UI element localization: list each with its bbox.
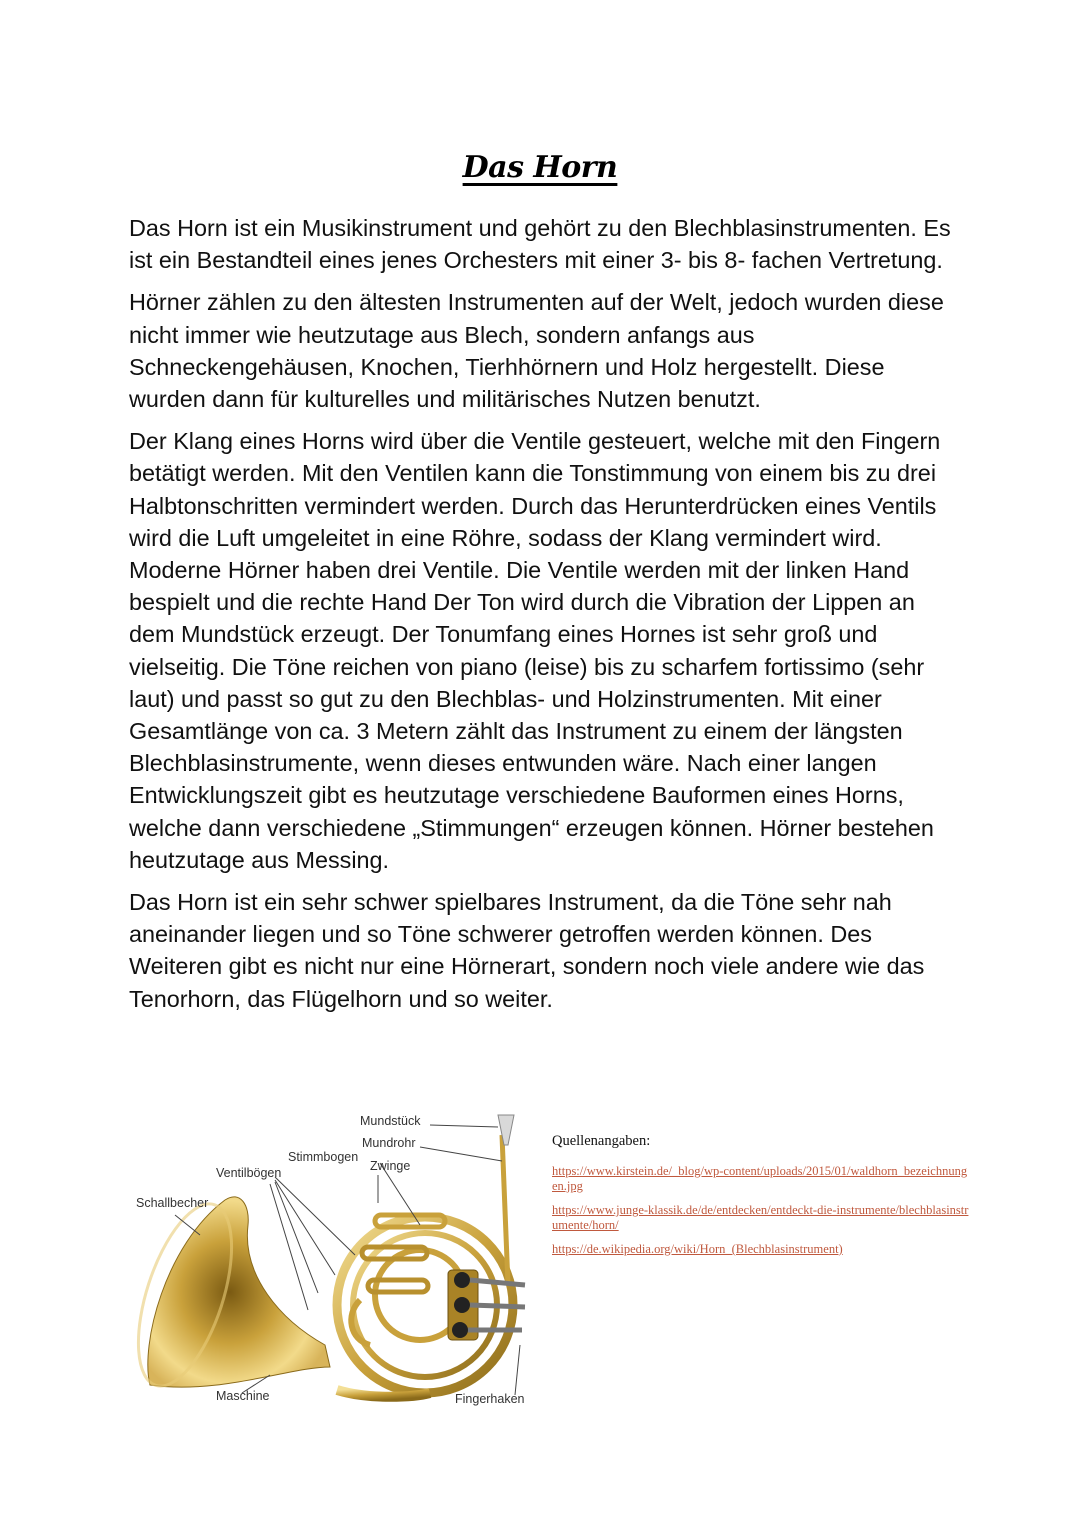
valve-cap [454,1297,470,1313]
paragraph: Das Horn ist ein sehr schwer spielbares Instrument, da die Töne sehr nah aneinander liegen und so Töne schwerer getroffen werden können. Des Weiteren gibt es nicht nur eine Hörnerart, sondern noch viele andere wie das Tenorhorn, das Flügelhorn und so weiter. [129,889,925,1012]
horn-diagram [130,1105,550,1415]
label-schallbecher: Schallbecher [136,1196,209,1210]
label-stimmbogen: Stimmbogen [288,1150,359,1164]
valve-cap [452,1322,468,1338]
label-ventilboegen: Ventilbögen [216,1166,282,1180]
article-body [129,212,959,1025]
valve-cap [454,1272,470,1288]
paragraph: Der Klang eines Horns wird über die Ventile gesteuert, welche mit den Fingern betätigt werden. Mit den Ventilen kann die Tonstimmung von einem bis zu drei Halbtonschritten vermindert werden. Durch das Herunterdrücken eines Ventils wird die Luft umgeleitet in eine Röhre, sodass der Klang vermindert wird. Moderne Hörner haben drei Ventile. Die Ventile werden mit der linken Hand bespielt und die rechte Hand Der Ton wird durch die Vibration der Lippen an dem Mundstück erzeugt. Der Tonumfang eines Hornes ist sehr groß und vielseitig. Die Töne reichen von piano (leise) bis zu scharfem fortissimo (sehr laut) und passt so gut zu den Blechblas- und Holzinstrumenten. Mit einer Gesamtlänge von ca. 3 Metern zählt das Instrument zu einem der längsten Blechblasinstrumente, wenn dieses entwunden wäre. Nach einer langen Entwicklungszeit gibt es heutzutage verschiedene Bauformen eines Horns, welche dann verschiedene „Stimmungen“ erzeugen können. Hörner bestehen heutzutage aus Messing. [129,428,941,873]
label-maschine: Maschine [216,1389,270,1403]
label-fingerhaken: Fingerhaken [455,1392,525,1406]
paragraph: Das Horn ist ein Musikinstrument und gehört zu den Blechblasinstrumenten. Es ist ein Bestandteil eines jenes Orchesters mit einer 3- bis 8- fachen Vertretung. [129,215,951,274]
label-zwinge: Zwinge [370,1159,411,1173]
bell-tube [337,1390,430,1397]
label-mundrohr: Mundrohr [362,1136,416,1150]
source-link[interactable]: https://de.wikipedia.org/wiki/Horn_(Blechblasinstrument) [552,1242,843,1256]
label-mundstueck: Mundstück [360,1114,421,1128]
paragraph: Hörner zählen zu den ältesten Instrumenten auf der Welt, jedoch wurden diese nicht immer wie heutzutage aus Blech, sondern anfangs aus Schneckengehäusen, Knochen, Tierhhörnern und Holz hergestellt. Diese wurden dann für kulturelles und militärisches Nutzen benutzt. [129,289,944,413]
sources-block [552,1133,972,1266]
sources-heading: Quellenangaben: [552,1133,651,1149]
page-title: Das Horn [462,150,618,185]
source-link[interactable]: https://www.junge-klassik.de/de/entdecken/entdeckt-die-instrumente/blechblasinstrumente/horn/ [552,1203,969,1232]
source-link[interactable]: https://www.kirstein.de/_blog/wp-content/uploads/2015/01/waldhorn_bezeichnungen.jpg [552,1164,968,1193]
tuning-slide [351,1300,370,1345]
